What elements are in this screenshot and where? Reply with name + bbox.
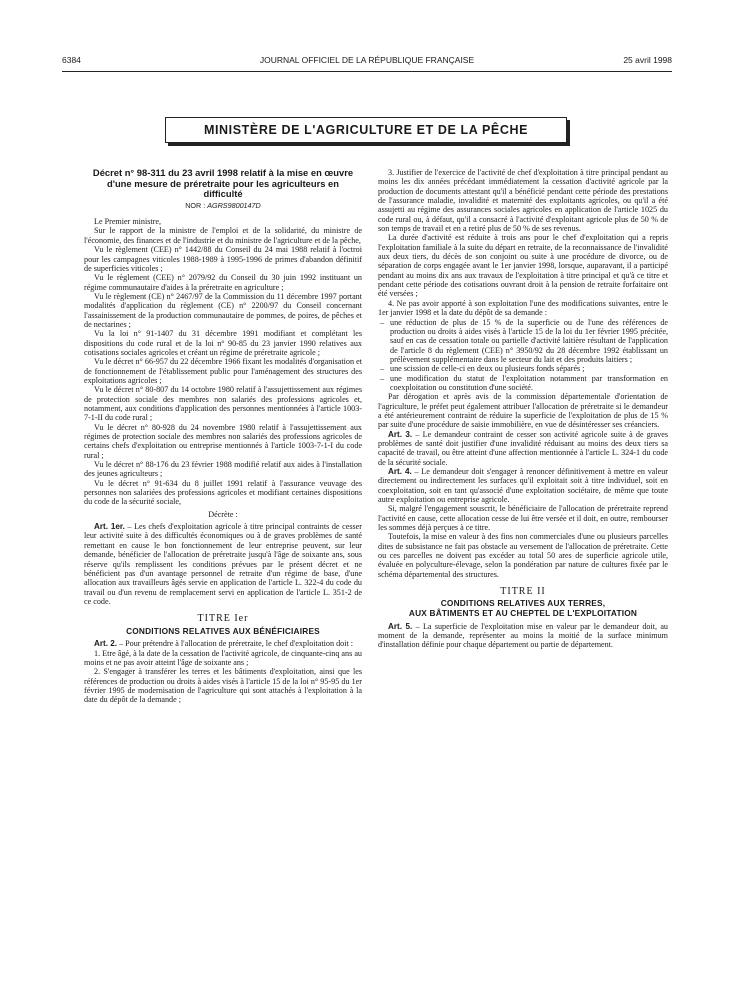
preamble-paragraph: Le Premier ministre, <box>94 217 162 227</box>
right-column <box>378 168 668 650</box>
list-item: – une scission de celle-ci en deux ou plusieurs fonds séparés ; <box>390 364 668 373</box>
page-number: 6384 <box>62 55 81 65</box>
article-5: Art. 5. – La superficie de l'exploitation mise en valeur par le demandeur doit, au moment de la demande, représenter au moins la moitié de la surface minimum d'installation définie pour chaque département ou partie de département. <box>378 621 668 650</box>
article-label: Art. 2. <box>94 639 118 649</box>
titre-name-line: CONDITIONS RELATIVES AUX TERRES, <box>440 598 606 609</box>
article-text: Pour prétendre à l'allocation de préretraite, le chef d'exploitation doit : <box>125 639 354 649</box>
nor-value: AGRS9800147D <box>207 200 261 210</box>
preamble-paragraph: Vu le règlement (CEE) n° 1442/88 du Conseil du 24 mai 1988 relatif à l'octroi pour les campagnes viticoles 1988-1989 à 1995-1996 de primes d'abandon définitif de superficies viticoles ; <box>84 245 362 273</box>
article-1: Art. 1er. – Les chefs d'exploitation agricole à titre principal contraints de cesser leur activité suite à des difficultés économiques ou à de graves problèmes de santé remettant en cause le bon fonctionnement de leur entreprise peuvent, sur leur demande, bénéficier de l'allocation de préretraite jusqu'à l'âge de soixante ans, sous réserve qu'ils remplissent les conditions prévues par le présent décret et ne bénéficient pas d'un avantage personnel de retraite d'un régime de base, d'une allocation aux travailleurs âgés servie en application de l'article L. 322-4 du code du travail ou d'un revenu de remplacement servi en application de l'article L. 351-2 de ce code. <box>84 522 362 606</box>
list-item: – une réduction de plus de 15 % de la superficie ou de l'une des références de production ou droits à aides visés à l'article 15 de la loi du 1er février 1995 précitée, sauf en cas de cessation totale ou partielle d'activité laitière résultant de l'application de l'article 8 du règlement (CEE) n° 3950/92 du 28 décembre 1992 établissant un prélèvement supplémentaire dans le secteur du lait et des produits laitiers ; <box>390 318 668 365</box>
article-4: Art. 4. – Le demandeur doit s'engager à renoncer définitivement à mettre en valeur directement ou indirectement les surfaces qu'il exploitait soit à titre individuel, soit en coexploitation, soit en tant qu'associé d'une exploitation sociétaire, de même que toute autre exploitation ou entreprise agricole. <box>378 467 669 505</box>
derogation-paragraph: Par dérogation et après avis de la commission départementale d'orientation de l'agriculture, le préfet peut également attribuer l'allocation de préretraite si le demandeur a été antérieurement contraint de réduire la superficie de l'exploitation de plus de 15 % par suite d'une procédure de saisie immobilière, en vue de désintéresser ses créanciers. <box>378 392 668 430</box>
nor-label: NOR : <box>185 200 206 210</box>
titre-number: TITRE II <box>500 586 546 598</box>
article-label: Art. 4. <box>388 467 412 476</box>
titre-name-line: AUX BÂTIMENTS ET AU CHEPTEL DE L'EXPLOITATION <box>408 608 638 619</box>
preamble-paragraph: Vu le décret n° 91-634 du 8 juillet 1991 relatif à l'assurance veuvage des personnes non salariées des professions agricoles et modifiant certaines dispositions du code de la sécurité sociale, <box>84 478 362 507</box>
article-text: La superficie de l'exploitation mise en valeur par le demandeur doit, au moment de la demande, représenter au moins la moitié de la surface minimum d'installation définie pour chaque département ou partie de département. <box>378 621 668 650</box>
preamble-paragraph: Vu le règlement (CEE) n° 2079/92 du Conseil du 30 juin 1992 instituant un régime communautaire d'aides à la préretraite en agriculture ; <box>84 273 362 292</box>
article-item: La durée d'activité est réduite à trois ans pour le chef d'exploitation qui a repris l'exploitation familiale à la suite du départ en retraite, de la reconnaissance de l'invalidité aux deux tiers, du décès de son conjoint ou suite à une procédure de divorce, ou de séparation de corps engagée avant le 1er janvier 1998, lorsque, auparavant, il a participé pendant au moins dix ans aux travaux de l'exploitation à titre principal et qu'à ce titre et pendant cette période des cotisations ouvrant droit à la pension de retraite forfaitaire ont été versées ; <box>378 233 668 299</box>
preamble-paragraph: Vu le décret n° 88-176 du 23 février 1988 modifié relatif aux aides à l'installation des jeunes agriculteurs ; <box>84 460 362 479</box>
preamble-paragraph: Sur le rapport de la ministre de l'emploi et de la solidarité, du ministre de l'économie, des finances et de l'industrie et du ministre de l'agriculture et de la pêche, <box>84 226 362 245</box>
decree-title: Décret n° 98-311 du 23 avril 1998 relatif à la mise en œuvre d'une mesure de préretraite pour les agriculteurs en difficulté <box>92 167 354 200</box>
article-label: Art. 1er. <box>94 522 125 532</box>
issue-date: 25 avril 1998 <box>623 55 672 65</box>
nor-reference <box>84 201 362 210</box>
titre-name <box>378 599 668 618</box>
page-header <box>62 55 672 69</box>
article-text: Le demandeur contraint de cesser son activité agricole suite à de graves problèmes de santé doit justifier d'une invalidité réduisant au moins des deux tiers sa capacité de travail, ou être atteint d'une affection mentionnée à l'article L. 324-1 du code de la sécurité sociale. <box>378 429 668 467</box>
article-item: 3. Justifier de l'exercice de l'activité de chef d'exploitation à titre principal pendant au moins les dix années précédant immédiatement la cessation d'activité agricole par la production de documents attestant qu'il a bénéficié pendant cette période des prestations de l'assurance maladie, invalidité et maternité des exploitants agricoles, ou qu'il a été assujetti au régime des assurances sociales agricoles en application de l'article 1025 du code rural ou, à défaut, qu'il a consacré à l'activité d'exploitant agricole plus de 50 % de son temps de travail et en a retiré plus de 50 % de ses revenus. <box>378 168 668 234</box>
preamble-paragraph: Vu la loi n° 91-1407 du 31 décembre 1991 modifiant et complétant les dispositions du code rural et de la loi n° 90-85 du 23 janvier 1990 relatives aux cotisations sociales agricoles et créant un régime de préretraite agricole ; <box>84 329 362 357</box>
article-text: Le demandeur doit s'engager à renoncer définitivement à mettre en valeur directement ou indirectement les surfaces qu'il exploitait soit à titre individuel, soit en coexploitation, soit en tant qu'associé d'une exploitation sociétaire, de même que toute autre exploitation ou entreprise agricole. <box>378 467 669 505</box>
left-column <box>84 168 362 705</box>
article-item: 2. S'engager à transférer les terres et les bâtiments d'exploitation, ainsi que les références de production ou droits à aides visés à l'article 15 de la loi n° 95-95 du 1er février 1995 de modernisation de l'agriculture qui sont attachés à l'exploitation à la date du dépôt de la demande ; <box>84 667 362 705</box>
list-item: – une modification du statut de l'exploitation notamment par transformation en coexploitation ou constitution d'une société. <box>390 374 668 393</box>
preamble-paragraph: Vu le décret n° 80-807 du 14 octobre 1980 relatif à l'assujettissement aux régimes de protection sociale des membres non salariés des professions agricoles et, notamment, aux conditions d'application des personnes mentionnées à l'article 1003-7-1-II du code rural ; <box>84 385 362 423</box>
article-text: Les chefs d'exploitation agricole à titre principal contraints de cesser leur activité suite à des difficultés économiques ou à de graves problèmes de santé remettant en cause le bon fonctionnement de leur entreprise peuvent, sur leur demande, bénéficier de l'allocation de préretraite jusqu'à l'âge de soixante ans, sous réserve qu'ils remplissent les conditions prévues par le présent décret et ne bénéficient pas d'un avantage personnel de retraite d'un régime de base, d'une allocation aux travailleurs âgés servie en application de l'article L. 322-4 du code du travail ou d'un revenu de remplacement servi en application de l'article L. 351-2 de ce code. <box>84 522 362 606</box>
article-3: Art. 3. – Le demandeur contraint de cesser son activité agricole suite à de graves problèmes de santé doit justifier d'une invalidité réduisant au moins des deux tiers sa capacité de travail, ou être atteint d'une affection mentionnée à l'article L. 324-1 du code de la sécurité sociale. <box>378 429 668 467</box>
article-paragraph: Si, malgré l'engagement souscrit, le bénéficiaire de l'allocation de préretraite reprend l'activité en cause, cette allocation cesse de lui être versée et il doit, en outre, rembourser les sommes déjà perçues à ce titre. <box>378 504 668 533</box>
article-2: Art. 2. – Pour prétendre à l'allocation de préretraite, le chef d'exploitation doit : <box>94 639 354 649</box>
preamble-paragraph: Vu le décret n° 80-928 du 24 novembre 1980 relatif à l'assujettissement aux régimes de protection sociale des membres non salariés des professions agricoles de certains chefs d'exploitation ou entreprise mentionnés à l'article 1003-7-1-I du code rural ; <box>84 422 362 460</box>
article-label: Art. 5. <box>388 621 413 631</box>
titre-number: TITRE Ier <box>197 613 249 625</box>
article-item: 1. Etre âgé, à la date de la cessation de l'activité agricole, de cinquante-cinq ans au moins et ne pas avoir atteint l'âge de soixante ans ; <box>84 648 362 667</box>
article-item: 4. Ne pas avoir apporté à son exploitation l'une des modifications suivantes, entre le 1er janvier 1998 et la date du dépôt de sa demande : <box>378 298 668 318</box>
ministry-heading: MINISTÈRE DE L'AGRICULTURE ET DE LA PÊCHE <box>165 117 567 143</box>
titre-name: CONDITIONS RELATIVES AUX BÉNÉFICIAIRES <box>126 625 320 636</box>
preamble-paragraph: Vu le décret n° 66-957 du 22 décembre 1966 fixant les modalités d'organisation et de fonctionnement de l'établissement public pour l'aménagement des structures des exploitations agricoles ; <box>84 357 362 385</box>
modification-list <box>378 318 668 393</box>
decrete-line: Décrète : <box>208 509 238 519</box>
preamble-paragraph: Vu le règlement (CE) n° 2467/97 de la Commission du 11 décembre 1997 portant modalités d'application du règlement (CE) n° 2200/97 du Conseil concernant l'assainissement de la production communautaire de pommes, de poires, de pêches et de nectarines ; <box>84 291 362 329</box>
article-label: Art. 3. <box>388 429 413 439</box>
header-rule <box>62 71 672 72</box>
article-paragraph: Toutefois, la mise en valeur à des fins non commerciales d'une ou plusieurs parcelles dites de subsistance ne fait pas obstacle au versement de l'allocation de préretraite. Cette ou ces parcelles ne doivent pas excéder au total 50 ares de superficie agricole utile, évaluée en polyculture-élevage, selon la pondération par nature de cultures fixée par le schéma départemental des structures. <box>378 532 668 579</box>
journal-title: JOURNAL OFFICIEL DE LA RÉPUBLIQUE FRANÇAISE <box>259 55 475 65</box>
